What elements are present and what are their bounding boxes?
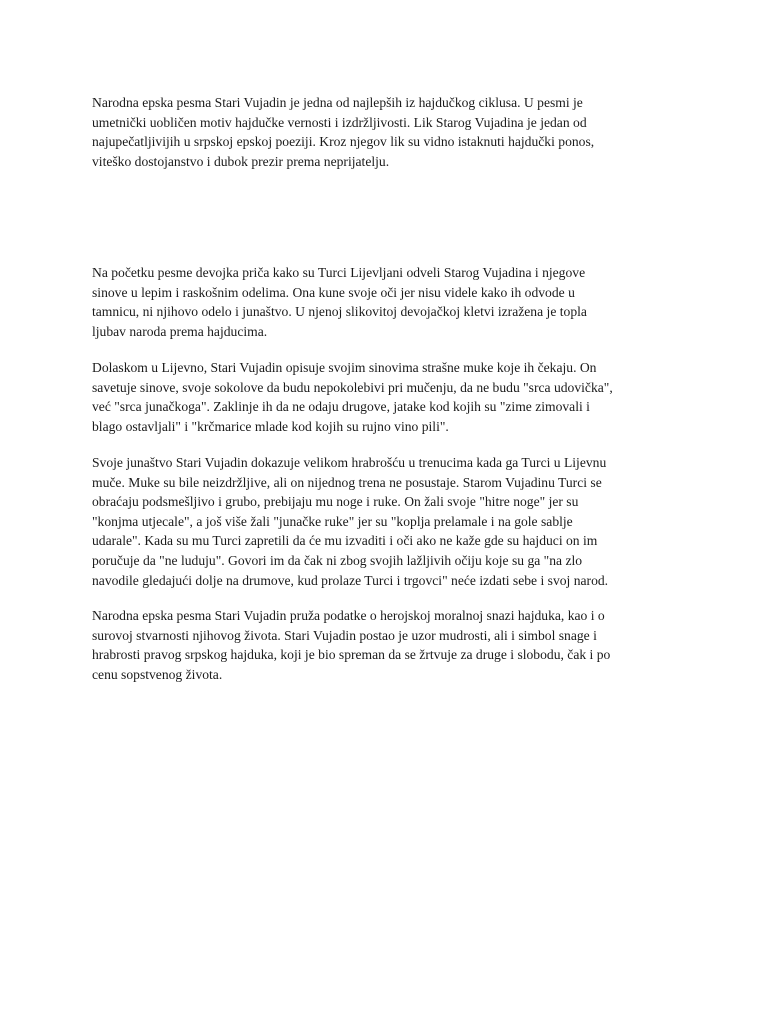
text-line: poručuje da "ne luduju". Govori im da čak ni zbog svojih lažljivih očiju koje su ga "na zlo [92,552,583,568]
text-line: hrabrosti pravog srpskog hajduka, koji je bio spreman da se žrtvuje za druge i slobodu, čak i po [92,647,611,663]
text-line: Na početku pesme devojka priča kako su Turci Lijevljani odveli Starog Vujadina i njegove [92,265,586,280]
paragraph-heroism [92,453,692,590]
paragraph-beginning [92,263,692,341]
text-line: Narodna epska pesma Stari Vujadin pruža podatke o herojskoj moralnoj snazi hajduka, kao i o [92,608,605,623]
text-line: "konjma utjecale", a još više žali "junačke ruke" jer su "koplja prelamale i na gole sablje [92,513,573,529]
paragraph-intro [92,93,692,171]
text-line: Narodna epska pesma Stari Vujadin je jedna od najlepših iz hajdučkog ciklusa. U pesmi je [92,95,583,110]
paragraph-conclusion [92,606,692,684]
text-line: najupečatljivijih u srpskoj epskoj poeziji. Kroz njegov lik su vidno istaknuti hajdučki ponos, [92,134,595,150]
text-line: Dolaskom u Lijevno, Stari Vujadin opisuje svojim sinovima strašne muke koje ih čekaju. On [92,360,597,375]
text-line: savetuje sinove, svoje sokolove da budu nepokolebivi pri mučenju, da ne budu "srca udovička", [92,379,613,395]
text-line: viteško dostojanstvo i dubok prezir prema neprijatelju. [92,153,390,169]
text-line: surovoj stvarnosti njihovog života. Stari Vujadin postao je uzor mudrosti, ali i simbol snage i [92,627,597,643]
text-line: navodile gledajući dolje na drumove, kud prolaze Turci i trgovci" neće izdati sebe i svoj narod. [92,572,609,588]
text-line: tamnicu, ni njihovo odelo i junaštvo. U njenoj slikovitoj devojačkoj kletvi izražena je topla [92,304,587,320]
text-line: umetnički uobličen motiv hajdučke vernosti i izdržljivosti. Lik Starog Vujadina je jedan od [92,114,587,130]
text-line: blago ostavljali" i "krčmarice mlade kod kojih su rujno vino pili". [92,418,449,434]
paragraph-arrival [92,358,692,436]
text-line: udarale". Kada su mu Turci zapretili da će mu izvaditi i oči ako ne kaže gde su hajduci on im [92,533,598,549]
text-line: cenu sopstvenog života. [92,666,223,682]
text-line: ljubav naroda prema hajducima. [92,323,268,339]
text-line: obraćaju podsmešljivo i grubo, prebijaju mu noge i ruke. On žali svoje "hitre noge" jer su [92,494,579,510]
text-line: već "srca junačkoga". Zaklinje ih da ne odaju drugove, jatake kod kojih su "zime zimovali i [92,399,590,415]
text-line: muče. Muke su bile neizdržljive, ali on nijednog trena ne posustaje. Starom Vujadinu Turci se [92,474,602,490]
text-line: Svoje junaštvo Stari Vujadin dokazuje velikom hrabrošću u trenucima kada ga Turci u Lijevnu [92,455,607,470]
text-line: sinove u lepim i raskošnim odelima. Ona kune svoje oči jer nisu videle kako ih odvode u [92,284,575,300]
